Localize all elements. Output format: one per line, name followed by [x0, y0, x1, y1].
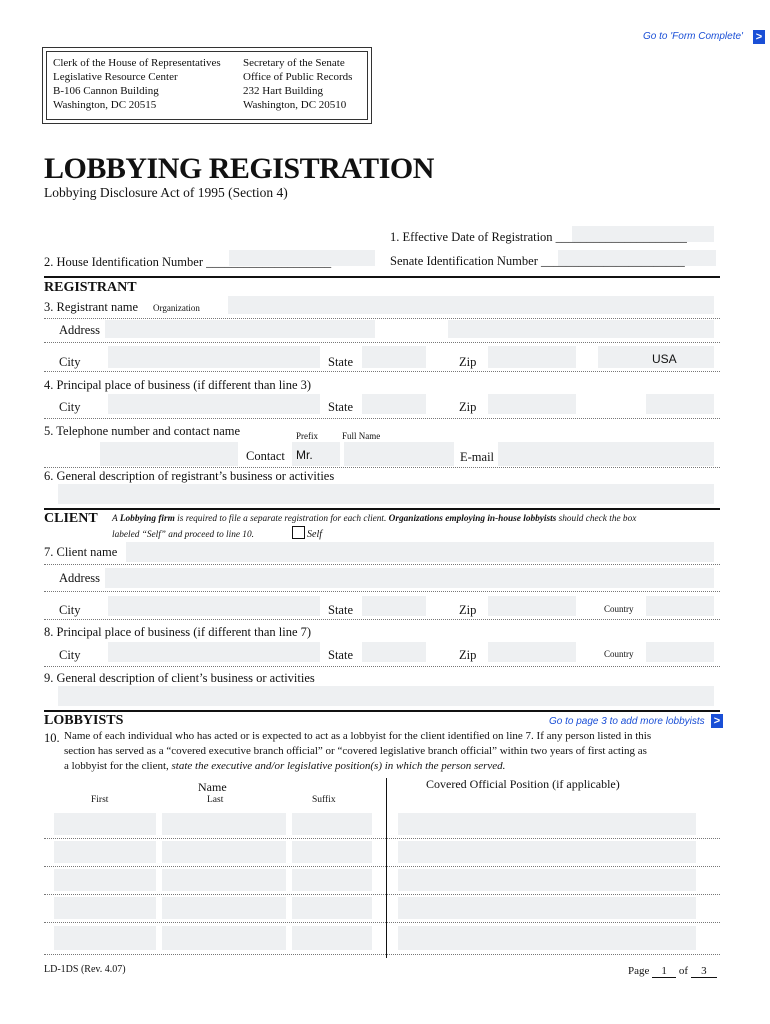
client-principal-state-field[interactable] [362, 642, 426, 662]
client-principal-city-label: City [59, 648, 81, 662]
last-name-field[interactable] [162, 869, 286, 891]
client-principal-state-label: State [328, 648, 353, 662]
principal-zip-label: Zip [459, 400, 477, 414]
client-address-field[interactable] [105, 568, 714, 588]
principal-state-label: State [328, 400, 353, 414]
page-number: Page 1 of 3 [628, 965, 717, 978]
first-name-field[interactable] [54, 897, 156, 919]
registrant-zip-label: Zip [459, 355, 477, 369]
line6-label: 6. General description of registrant’s business or activities [44, 469, 335, 483]
line10-text-1: Name of each individual who has acted or is expected to act as a lobbyist for the client identified on line 7. If any person listed in this [64, 730, 652, 742]
principal-state-field[interactable] [362, 394, 426, 414]
registrant-state-field[interactable] [362, 346, 426, 368]
contact-label: Contact [246, 449, 285, 463]
email-field[interactable] [498, 442, 714, 466]
line10-text-3: a lobbyist for the client, state the executive and/or legislative position(s) in which the person served. [64, 760, 506, 772]
client-country-label: Country [604, 604, 634, 614]
first-name-field[interactable] [54, 926, 156, 950]
suffix-field[interactable] [292, 869, 372, 891]
organization-label: Organization [153, 303, 200, 313]
first-name-field[interactable] [54, 869, 156, 891]
client-rule [44, 508, 720, 510]
last-name-field[interactable] [162, 813, 286, 835]
house-address: Clerk of the House of Representatives Legislative Resource Center B-106 Cannon Building Washington, DC 20515 [53, 57, 221, 111]
page-subtitle: Lobbying Disclosure Act of 1995 (Section 4) [44, 185, 288, 200]
client-zip-field[interactable] [488, 596, 576, 616]
registrant-name-label: 3. Registrant name [44, 300, 139, 314]
last-name-field[interactable] [162, 841, 286, 863]
line9-label: 9. General description of client’s business or activities [44, 671, 315, 685]
page-current: 1 [652, 965, 676, 978]
form-complete-link[interactable]: Go to 'Form Complete' [643, 31, 743, 42]
client-note: A Lobbying firm is required to file a separate registration for each client. Organizations employing in-house lobbyists should check the box [112, 514, 637, 524]
registrant-address-label: Address [59, 323, 100, 337]
full-name-label: Full Name [342, 431, 381, 441]
client-city-field[interactable] [108, 596, 320, 616]
principal-country-field[interactable] [646, 394, 714, 414]
covered-position-field[interactable] [398, 897, 696, 919]
covered-position-field[interactable] [398, 926, 696, 950]
registrant-state-label: State [328, 355, 353, 369]
covered-position-field[interactable] [398, 869, 696, 891]
email-label: E-mail [460, 450, 495, 464]
first-header: First [91, 795, 109, 805]
client-heading: CLIENT [44, 511, 98, 526]
suffix-field[interactable] [292, 813, 372, 835]
client-note-line2: labeled “Self” and proceed to line 10. [112, 530, 254, 540]
registrant-address-field-1[interactable] [105, 320, 375, 338]
client-state-label: State [328, 603, 353, 617]
registrant-rule [44, 276, 720, 278]
line10-text-2: section has served as a “covered executive branch official” or “covered legislative branch official” within two years of first acting as [64, 745, 647, 757]
registrant-city-label: City [59, 355, 81, 369]
last-name-field[interactable] [162, 897, 286, 919]
self-label: Self [307, 529, 322, 540]
registrant-country-value: USA [652, 352, 677, 366]
table-divider [386, 778, 387, 958]
registrant-zip-field[interactable] [488, 346, 576, 368]
suffix-field[interactable] [292, 926, 372, 950]
line5-label: 5. Telephone number and contact name [44, 424, 241, 438]
suffix-field[interactable] [292, 841, 372, 863]
client-principal-country-field[interactable] [646, 642, 714, 662]
client-principal-country-label: Country [604, 649, 634, 659]
client-address-label: Address [59, 571, 100, 585]
add-lobbyists-link[interactable]: Go to page 3 to add more lobbyists [549, 716, 705, 727]
first-name-field[interactable] [54, 841, 156, 863]
add-lobbyists-arrow-button[interactable]: > [711, 714, 723, 728]
registrant-description-field[interactable] [58, 484, 714, 504]
client-principal-zip-field[interactable] [488, 642, 576, 662]
client-city-label: City [59, 603, 81, 617]
client-description-field[interactable] [58, 686, 714, 706]
name-header: Name [198, 780, 227, 794]
line4-label: 4. Principal place of business (if different than line 3) [44, 378, 312, 392]
lobbyists-heading: LOBBYISTS [44, 713, 124, 728]
lobbyists-rule [44, 710, 720, 712]
client-principal-city-field[interactable] [108, 642, 320, 662]
principal-city-field[interactable] [108, 394, 320, 414]
first-name-field[interactable] [54, 813, 156, 835]
principal-city-label: City [59, 400, 81, 414]
registrant-city-field[interactable] [108, 346, 320, 368]
contact-name-field[interactable] [344, 442, 454, 466]
client-name-field[interactable] [126, 542, 714, 562]
client-name-label: 7. Client name [44, 545, 118, 559]
form-id: LD-1DS (Rev. 4.07) [44, 964, 126, 975]
registrant-heading: REGISTRANT [44, 280, 137, 295]
covered-position-header: Covered Official Position (if applicable) [426, 777, 620, 791]
suffix-field[interactable] [292, 897, 372, 919]
prefix-label: Prefix [296, 431, 318, 441]
principal-zip-field[interactable] [488, 394, 576, 414]
last-name-field[interactable] [162, 926, 286, 950]
telephone-field[interactable] [100, 442, 238, 466]
self-checkbox[interactable] [292, 526, 305, 539]
senate-id-label: Senate Identification Number _______________________ [390, 254, 685, 268]
client-state-field[interactable] [362, 596, 426, 616]
covered-position-field[interactable] [398, 841, 696, 863]
client-principal-zip-label: Zip [459, 648, 477, 662]
line8-label: 8. Principal place of business (if different than line 7) [44, 625, 312, 639]
page-title: LOBBYING REGISTRATION [44, 152, 434, 185]
registrant-address-field-2[interactable] [448, 320, 714, 338]
last-header: Last [207, 795, 224, 805]
registrant-name-field[interactable] [228, 296, 714, 314]
effective-date-label: 1. Effective Date of Registration _____________________ [390, 230, 687, 244]
line10-number: 10. [44, 731, 60, 745]
suffix-header: Suffix [312, 795, 336, 805]
senate-address: Secretary of the Senate Office of Public Records 232 Hart Building Washington, DC 20510 [243, 57, 353, 111]
client-zip-label: Zip [459, 603, 477, 617]
form-complete-arrow-button[interactable]: > [753, 30, 765, 44]
covered-position-field[interactable] [398, 813, 696, 835]
client-country-field[interactable] [646, 596, 714, 616]
page-total: 3 [691, 965, 717, 978]
contact-prefix-value: Mr. [296, 448, 313, 462]
house-id-label: 2. House Identification Number ____________________ [44, 255, 332, 269]
